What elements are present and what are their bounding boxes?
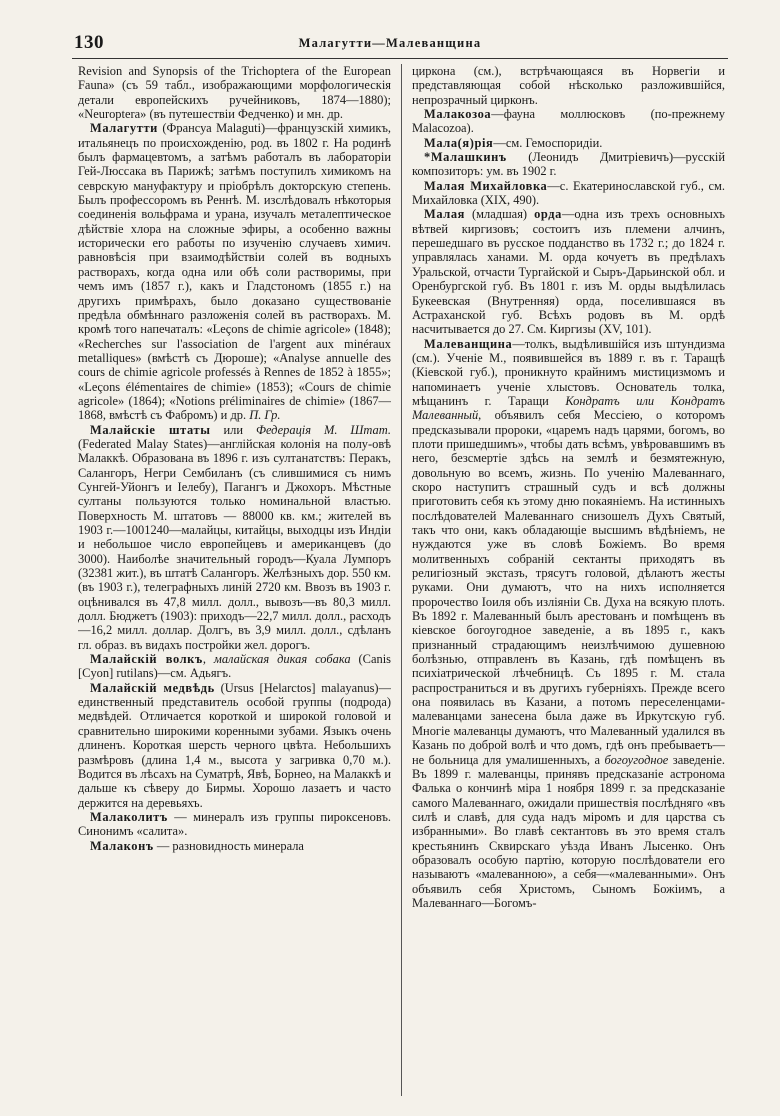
entry-text: —с. Екатеринославской губ., см. Михайловка (XIX, 490). — [412, 178, 725, 208]
entry-connector: (младшая) — [465, 207, 535, 222]
entry-malashkin — [412, 150, 725, 179]
entry-text-2: , объявилъ себя Мессіею, о которомъ предсказывали пророки, «царемъ надъ царями, богомъ, во плоти пришедшимъ», чтобы дать всѣмъ, увѣровавшимъ въ него, безсмертіе здѣсь на землѣ и безмятежную, довольную во всемъ, жизнь. По ученію Малеваннаго, скоро наступитъ страшный судъ и всѣ должны приготовить себя къ этому дню покаяніемъ. На истинныхъ послѣдователей Малеваннаго снизошелъ Духъ Святый, такъ что они, какъ обладающіе высшимъ вѣдѣніемъ, не нуждаются уже въ словѣ Божіемъ. Во время молитвенныхъ собраній сектанты приходятъ въ религіозный экстазъ, трясутъ головой, дѣлаютъ жесты руками. Они думаютъ, что на нихъ исполняется пророчество Іоиля объ изліяніи Св. Духа на всякую плоть. Въ 1892 г. Малеванный былъ арестованъ и помѣщенъ въ кіевское богоугодное заведеніе, а въ 1895 г., какъ признанный страдающимъ неизлѣчимою душевною болѣзнью, отправленъ въ Казань, гдѣ помѣщенъ въ психіатрической лѣчебницѣ. Съ 1895 г. М. стала распространиться и въ другихъ губерніяхъ. Прежде всего она появилась въ Казани, а потомъ переселенцами-малеванцами занесена была даже въ Иркутскую губ. Многіе малеванцы думаютъ, что Малеванный удалился въ Казань по доброй волѣ и что домъ, гдѣ онъ пребываетъ—не больница для умалишенныхъ, а — [412, 408, 725, 767]
page-number: 130 — [74, 32, 104, 53]
entry-malaya-mikhailovka — [412, 179, 725, 208]
entry-headword: Малеванщина — [424, 336, 513, 351]
column-divider — [401, 64, 402, 1096]
entry-malaya-orda — [412, 207, 725, 336]
entry-malaria — [412, 136, 725, 150]
entry-malay-states — [78, 423, 391, 653]
entry-alt-name-2: богоугодное — [604, 752, 669, 767]
running-head: Малагутти—Малеванщина — [298, 36, 482, 50]
entry-malevanshchina — [412, 337, 725, 911]
left-column — [78, 64, 391, 1098]
entry-headword: Мала(я)рія — [424, 135, 494, 150]
entry-headword: *Малашкинъ — [424, 150, 507, 165]
entry-malay-wolf — [78, 652, 391, 681]
entry-continuation — [412, 64, 725, 107]
entry-text: —одна изъ трехъ основныхъ вѣтвей киргизовъ; состоитъ изъ племени алчинъ, перешедшаго въ русское подданство въ 1732 г.; до 1824 г. управлялась ханами. М. орда кочуетъ въ предѣлахъ Уральской, отчасти Тургайской и Сыръ-Дарьинской обл. и Оренбургской губ. Въ 1801 г. изъ М. орды выдѣлилась Букеевская (Внутренняя) орда, поселившаяся въ Астраханской губ. Всѣхъ родовъ въ М. ордѣ насчитывается до 27. См. Киргизы (XV, 101). — [412, 207, 725, 337]
entry-malagutti — [78, 121, 391, 422]
right-column — [412, 64, 725, 1098]
entry-headword: Малайскій волкъ — [90, 652, 203, 667]
entry-headword: Малая — [424, 207, 465, 222]
entry-text: (Франсуа Malaguti)—французскій химикъ, итальянецъ по происхожденію, род. въ 1802 г. На родинѣ былъ фармацевтомъ, а затѣмъ работалъ въ лабораторіи Гей-Люссака въ Парижѣ; затѣмъ поступилъ химикомъ на севрскую мануфактуру и пріобрѣлъ докторскую степень. Былъ профессоромъ въ Реннѣ. М. изслѣдовалъ нѣкоторыя соединенія вольфрама и урана, изучалъ металептическое дѣйствіе хлора на сложные эфиры, а особенно важны исторически его работы по изученію случаевъ химич. равновѣсія при взаимодѣйствіи солей въ водныхъ растворахъ, когда одна или обѣ соли растворимы, при чемъ имъ (1857 г.), какъ и Гладстономъ (1855 г.) на другихъ примѣрахъ, было доказано существованіе предѣла обмѣннаго разложенія солей въ растворахъ. М. кромѣ того напечаталъ: «Leçons de chimie agricole» (1848); «Recherches sur l'association de l'argent aux minéraux metalliques» (вмѣстѣ съ Дюроше); «Analyse annuelle des cours de chimie agricole professés à Rennes de 1852 à 1855»; «Leçons élémentaires de chimie» (1853); «Cours de chimie agricole» (1864); «Notions préliminaires de chimie» (1867—1868, вмѣстѣ съ Фабромъ) и др. — [78, 121, 391, 423]
header-rule — [72, 58, 728, 59]
entry-headword-2: орда — [534, 207, 562, 222]
entry-text: (Ursus [Helarctos] malayanus)—единственный представитель особой группы (подрода) медвѣдей. Отличается короткой и широкой головой и сравнительно широкими коренными зубами. Языкъ очень длиненъ. Короткая шерсть черного цвѣта. Небольшихъ размѣровъ (длина 1,4 м., высота у загривка 0,70 м.). Водится въ лѣсахъ на Суматрѣ, Явѣ, Борнео, на Малаккѣ и дальше къ сѣверу до Бирмы. Хорошо лазаетъ и часто держится на деревьяхъ. — [78, 680, 391, 810]
entry-malakozoa — [412, 107, 725, 136]
entry-headword: Малакозоа — [424, 107, 492, 122]
entry-connector: , — [202, 652, 214, 667]
entry-text-3: заведеніе. Въ 1899 г. малеванцы, принявъ предсказаніе астронома Фалька о кончинѣ міра 1 ноября 1899 г. за предсказаніе самого Малеваннаго, ожидали пришествія послѣдняго «въ силѣ и славѣ, для суда надъ міромъ и для царства съ избранными». Во главѣ сектантовъ въ это время сталъ крестьянинъ Сквирскаго уѣзда Иванъ Лысенко. Онъ образовалъ особую партію, которую послѣдователи его называютъ «малеванною», а себя—«малеванными». Онъ объявилъ себя Христомъ, Сыномъ Божіимъ, а Малеваннаго—Богомъ- — [412, 752, 725, 910]
entry-alt-name: Федерація М. Штат. — [255, 422, 391, 437]
entry-text: —фауна моллюсковъ (по-прежнему Malacozoa). — [412, 107, 725, 136]
entry-text: (Canis [Cyon] rutilans)—см. Адьягъ. — [78, 652, 391, 681]
entry-continuation — [78, 64, 391, 121]
entry-malay-bear — [78, 681, 391, 810]
entry-text: —толкъ, выдѣлившійся изъ штундизма (см.). Ученіе М., появившейся въ 1889 г. въ г. Таращѣ (Кіевской губ.), проникнуто крайнимъ мистицизмомъ и напоминаетъ ученіе хлыстовъ. Основатель толка, мѣщанинъ г. Таращи — [412, 336, 725, 408]
entry-alt-name: Кондратъ или Кондратъ Малеванный — [412, 393, 725, 423]
entry-text: —см. Гемоспоридіи. — [493, 135, 603, 150]
entry-malakolit — [78, 810, 391, 839]
entry-headword: Малагутти — [90, 121, 158, 136]
entry-alt-name: малайская дикая собака — [213, 652, 351, 667]
entry-headword: Малайскіе штаты — [90, 422, 211, 437]
entry-headword: Малаконъ — [90, 838, 154, 853]
entry-connector: или — [210, 422, 256, 437]
entry-text: — минералъ изъ группы пироксеновъ. Синонимъ «салита». — [78, 809, 391, 839]
entry-text: — разновидность минерала — [153, 838, 304, 853]
entry-signature: П. Гр. — [249, 408, 281, 423]
entry-text: Revision and Synopsis of the Trichoptera of the European Fauna» (съ 59 табл., изображающими морфологическія детали европейскихъ ручейниковъ, 1874—1880); «Neuroptera» (въ путешествіи Федченко) и мн. др. — [78, 64, 391, 122]
entry-text: циркона (см.), встрѣчающаяся въ Норвегіи и представляющая собой нѣсколько разложившійся, непрозрачный цирконъ. — [412, 64, 725, 107]
entry-headword: Малайскій медвѣдь — [90, 680, 215, 695]
entry-text: (Federated Malay States)—англійская колонія на полу-овѣ Малаккѣ. Образована въ 1896 г. изъ султанатствъ: Пеpакъ, Салангоръ, Негри Сембиланъ (съ слившимися съ нимъ Сунгей-Уйонгъ и Іелебу), Пагангъ и Джохоръ. Мѣстные султаны пользуются только номинальной властью. Поверхность М. штатовъ — 88000 кв. км.; жителей въ 1903 г.—1001240—малайцы, китайцы, выходцы изъ Индіи и небольшое число европейцевъ и американцевъ (до 3000). Наиболѣе значительный городъ—Куала Лумпоръ (32381 жит.), въ штатѣ Салангоръ. Желѣзныхъ дор. 550 км. (въ 1903 г.), телеграфныхъ линій 2720 км. Ввозъ въ 1903 г. оцѣнивался въ 47,8 милл. долл., вывозъ—въ 80,3 милл. долл. Бюджетъ (1903): приходъ—22,7 милл. долл., расходъ—16,2 милл. доллар. Долгъ, въ 3,9 милл. долл., сдѣланъ гл. образ. въ видахъ постройки жел. дорогъ. — [78, 436, 391, 652]
entry-headword: Малая Михайловка — [424, 178, 548, 193]
entry-text: (Леонидъ Дмитріевичъ)—русскій композиторъ: ум. въ 1902 г. — [412, 150, 725, 179]
entry-malakon — [78, 839, 391, 853]
entry-headword: Малаколитъ — [90, 809, 168, 824]
